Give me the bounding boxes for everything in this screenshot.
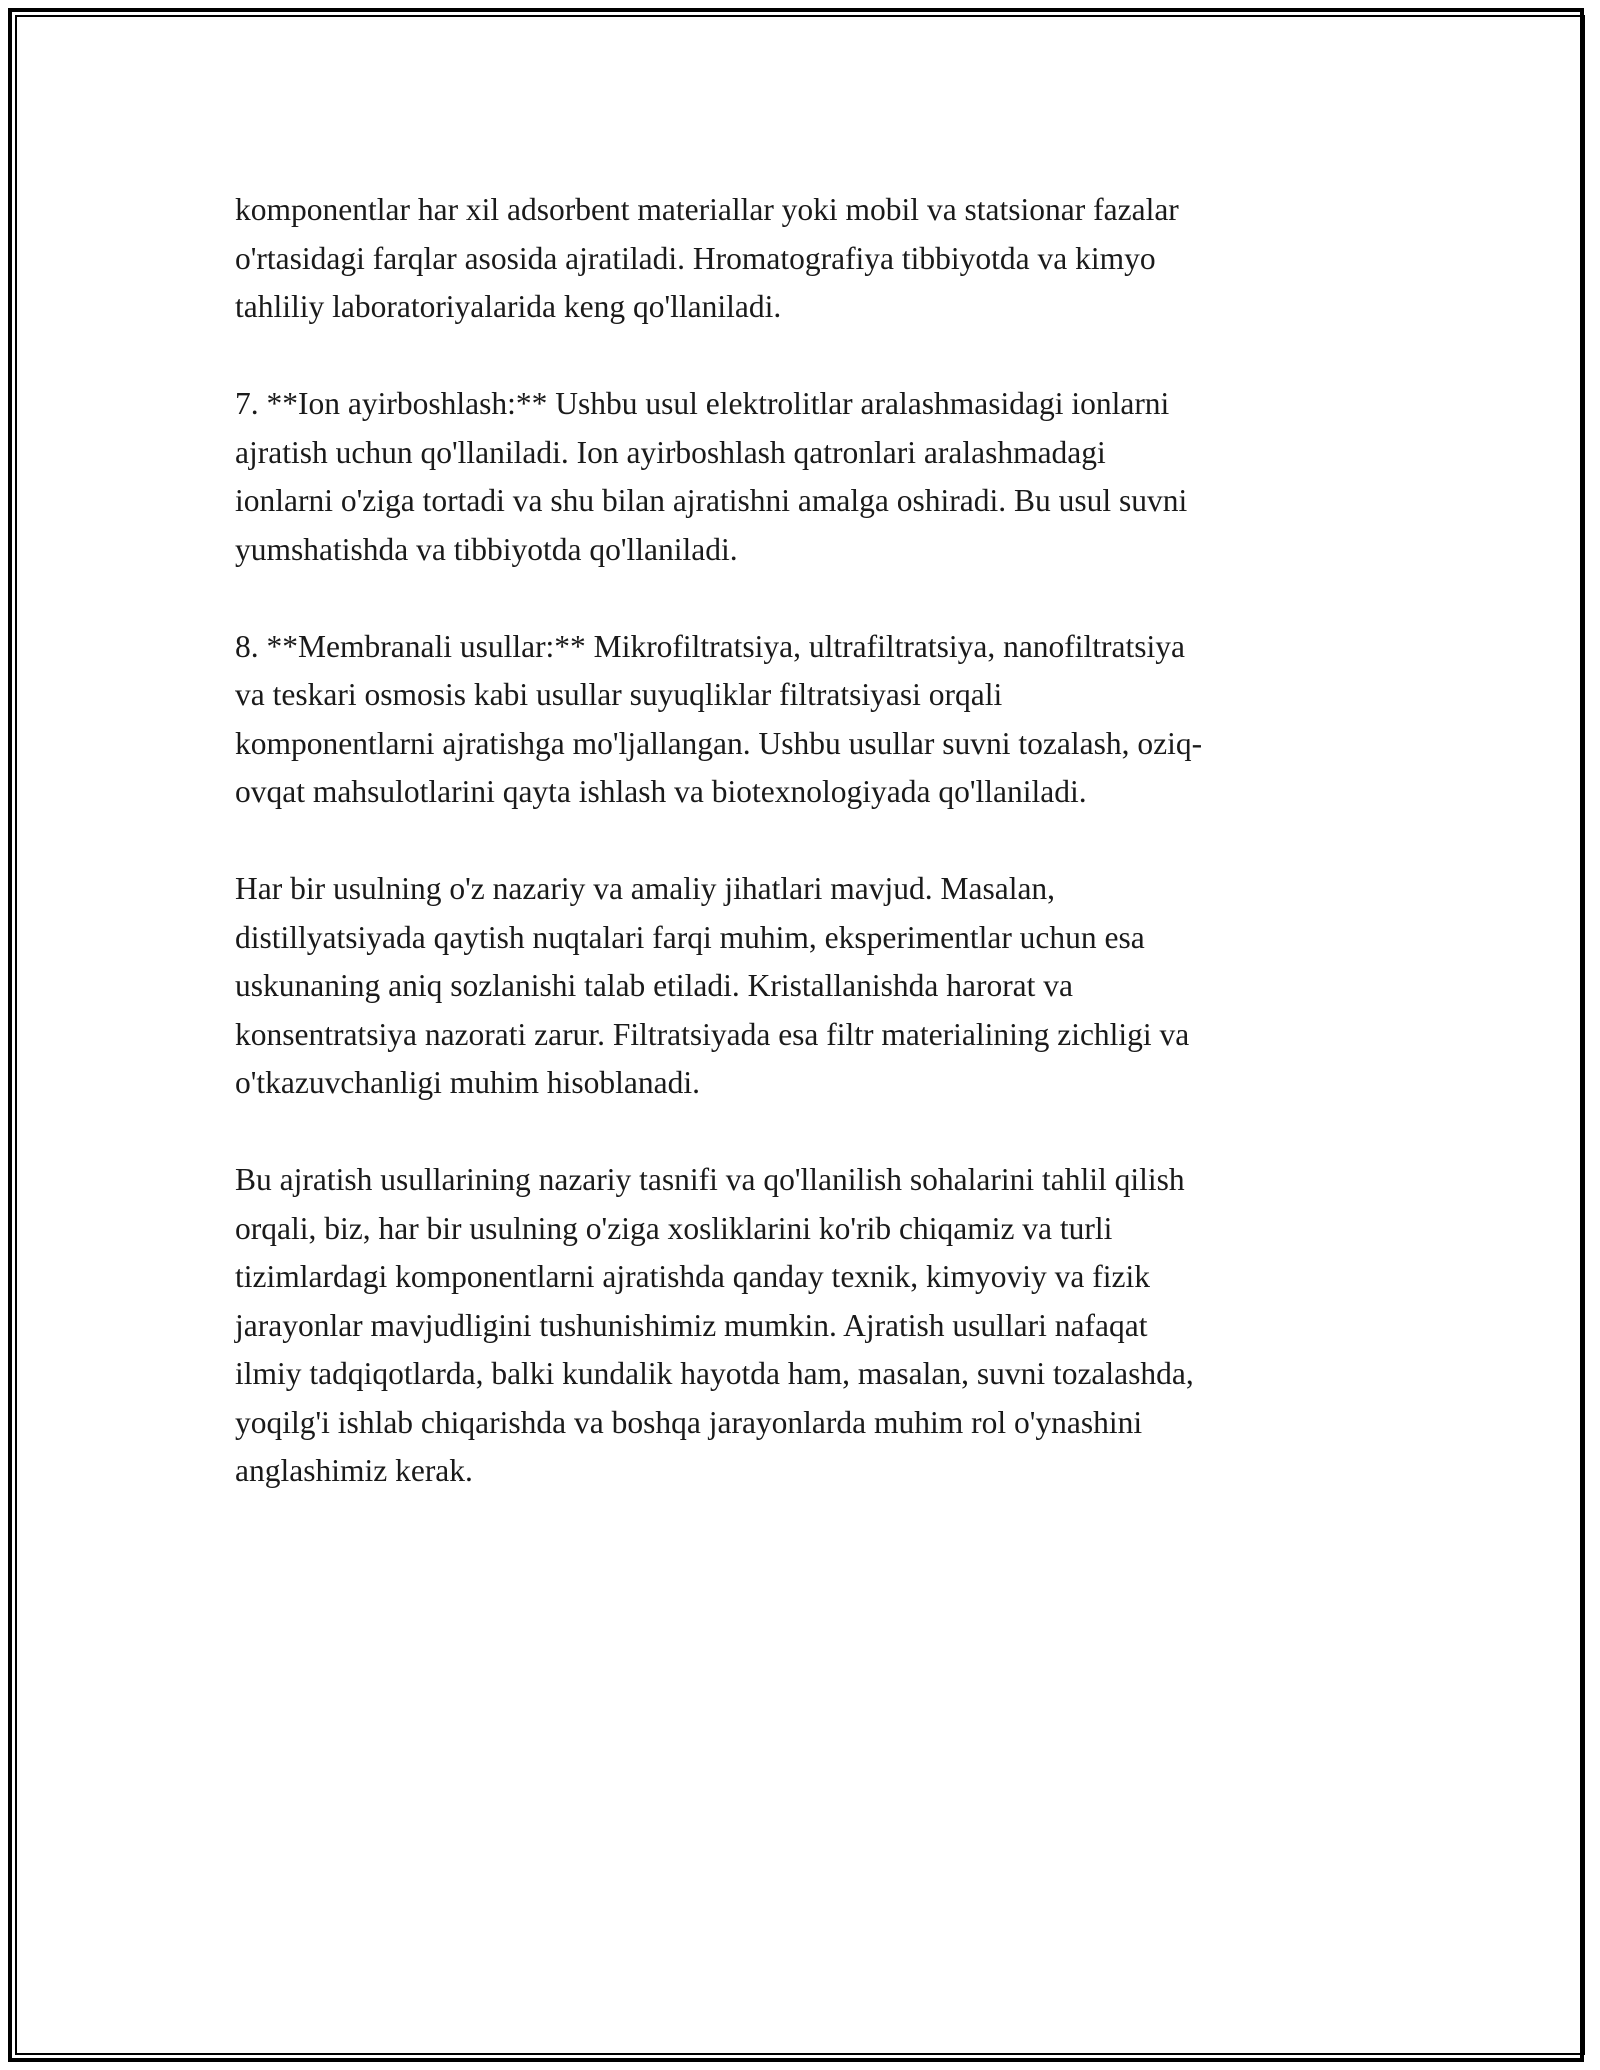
paragraph-theory-practice: Har bir usulning o'z nazariy va amaliy jihatlari mavjud. Masalan, distillyatsiyada qaytish nuqtalari farqi muhim, eksperimentlar uchun esa uskunaning aniq sozlanishi talab etiladi. Kristallanishda harorat va konsentratsiya nazorati zarur. Filtratsiyada esa filtr materialining zichligi va o'tkazuvchanligi muhim hisoblanadi. (235, 871, 1190, 1100)
paragraph-membrane-methods: 8. **Membranali usullar:** Mikrofiltratsiya, ultrafiltratsiya, nanofiltratsiya va teskari osmosis kabi usullar suyuqliklar filtratsiyasi orqali komponentlarni ajratishga mo'ljallangan. Ushbu usullar suvni tozalash, oziq- ovqat mahsulotlarini qayta ishlash va biotexnologiyada qo'llaniladi. (235, 628, 1203, 809)
paragraph-ion-exchange: 7. **Ion ayirboshlash:** Ushbu usul elektrolitlar aralashmasidagi ionlarni ajratish uchun qo'llaniladi. Ion ayirboshlash qatronlari aralashmadagi ionlarni o'ziga tortadi va shu bilan ajratishni amalga oshiradi. Bu usul suvni yumshatishda va tibbiyotda qo'llaniladi. (235, 386, 1188, 567)
paragraph-chromatography-end: komponentlar har xil adsorbent materiallar yoki mobil va statsionar fazalar o'rtasidagi farqlar asosida ajratiladi. Hromatografiya tibbiyotda va kimyo tahliliy laboratoriyalarida keng qo'llaniladi. (235, 192, 1179, 324)
document-body (235, 186, 1365, 1544)
paragraph-conclusion: Bu ajratish usullarining nazariy tasnifi va qo'llanilish sohalarini tahlil qilish orqali, biz, har bir usulning o'ziga xosliklarini ko'rib chiqamiz va turli tizimlardagi komponentlarni ajratishda qanday texnik, kimyoviy va fizik jarayonlar mavjudligini tushunishimiz mumkin. Ajratish usullari nafaqat ilmiy tadqiqotlarda, balki kundalik hayotda ham, masalan, suvni tozalashda, yoqilg'i ishlab chiqarishda va boshqa jarayonlarda muhim rol o'ynashini anglashimiz kerak. (235, 1162, 1194, 1488)
